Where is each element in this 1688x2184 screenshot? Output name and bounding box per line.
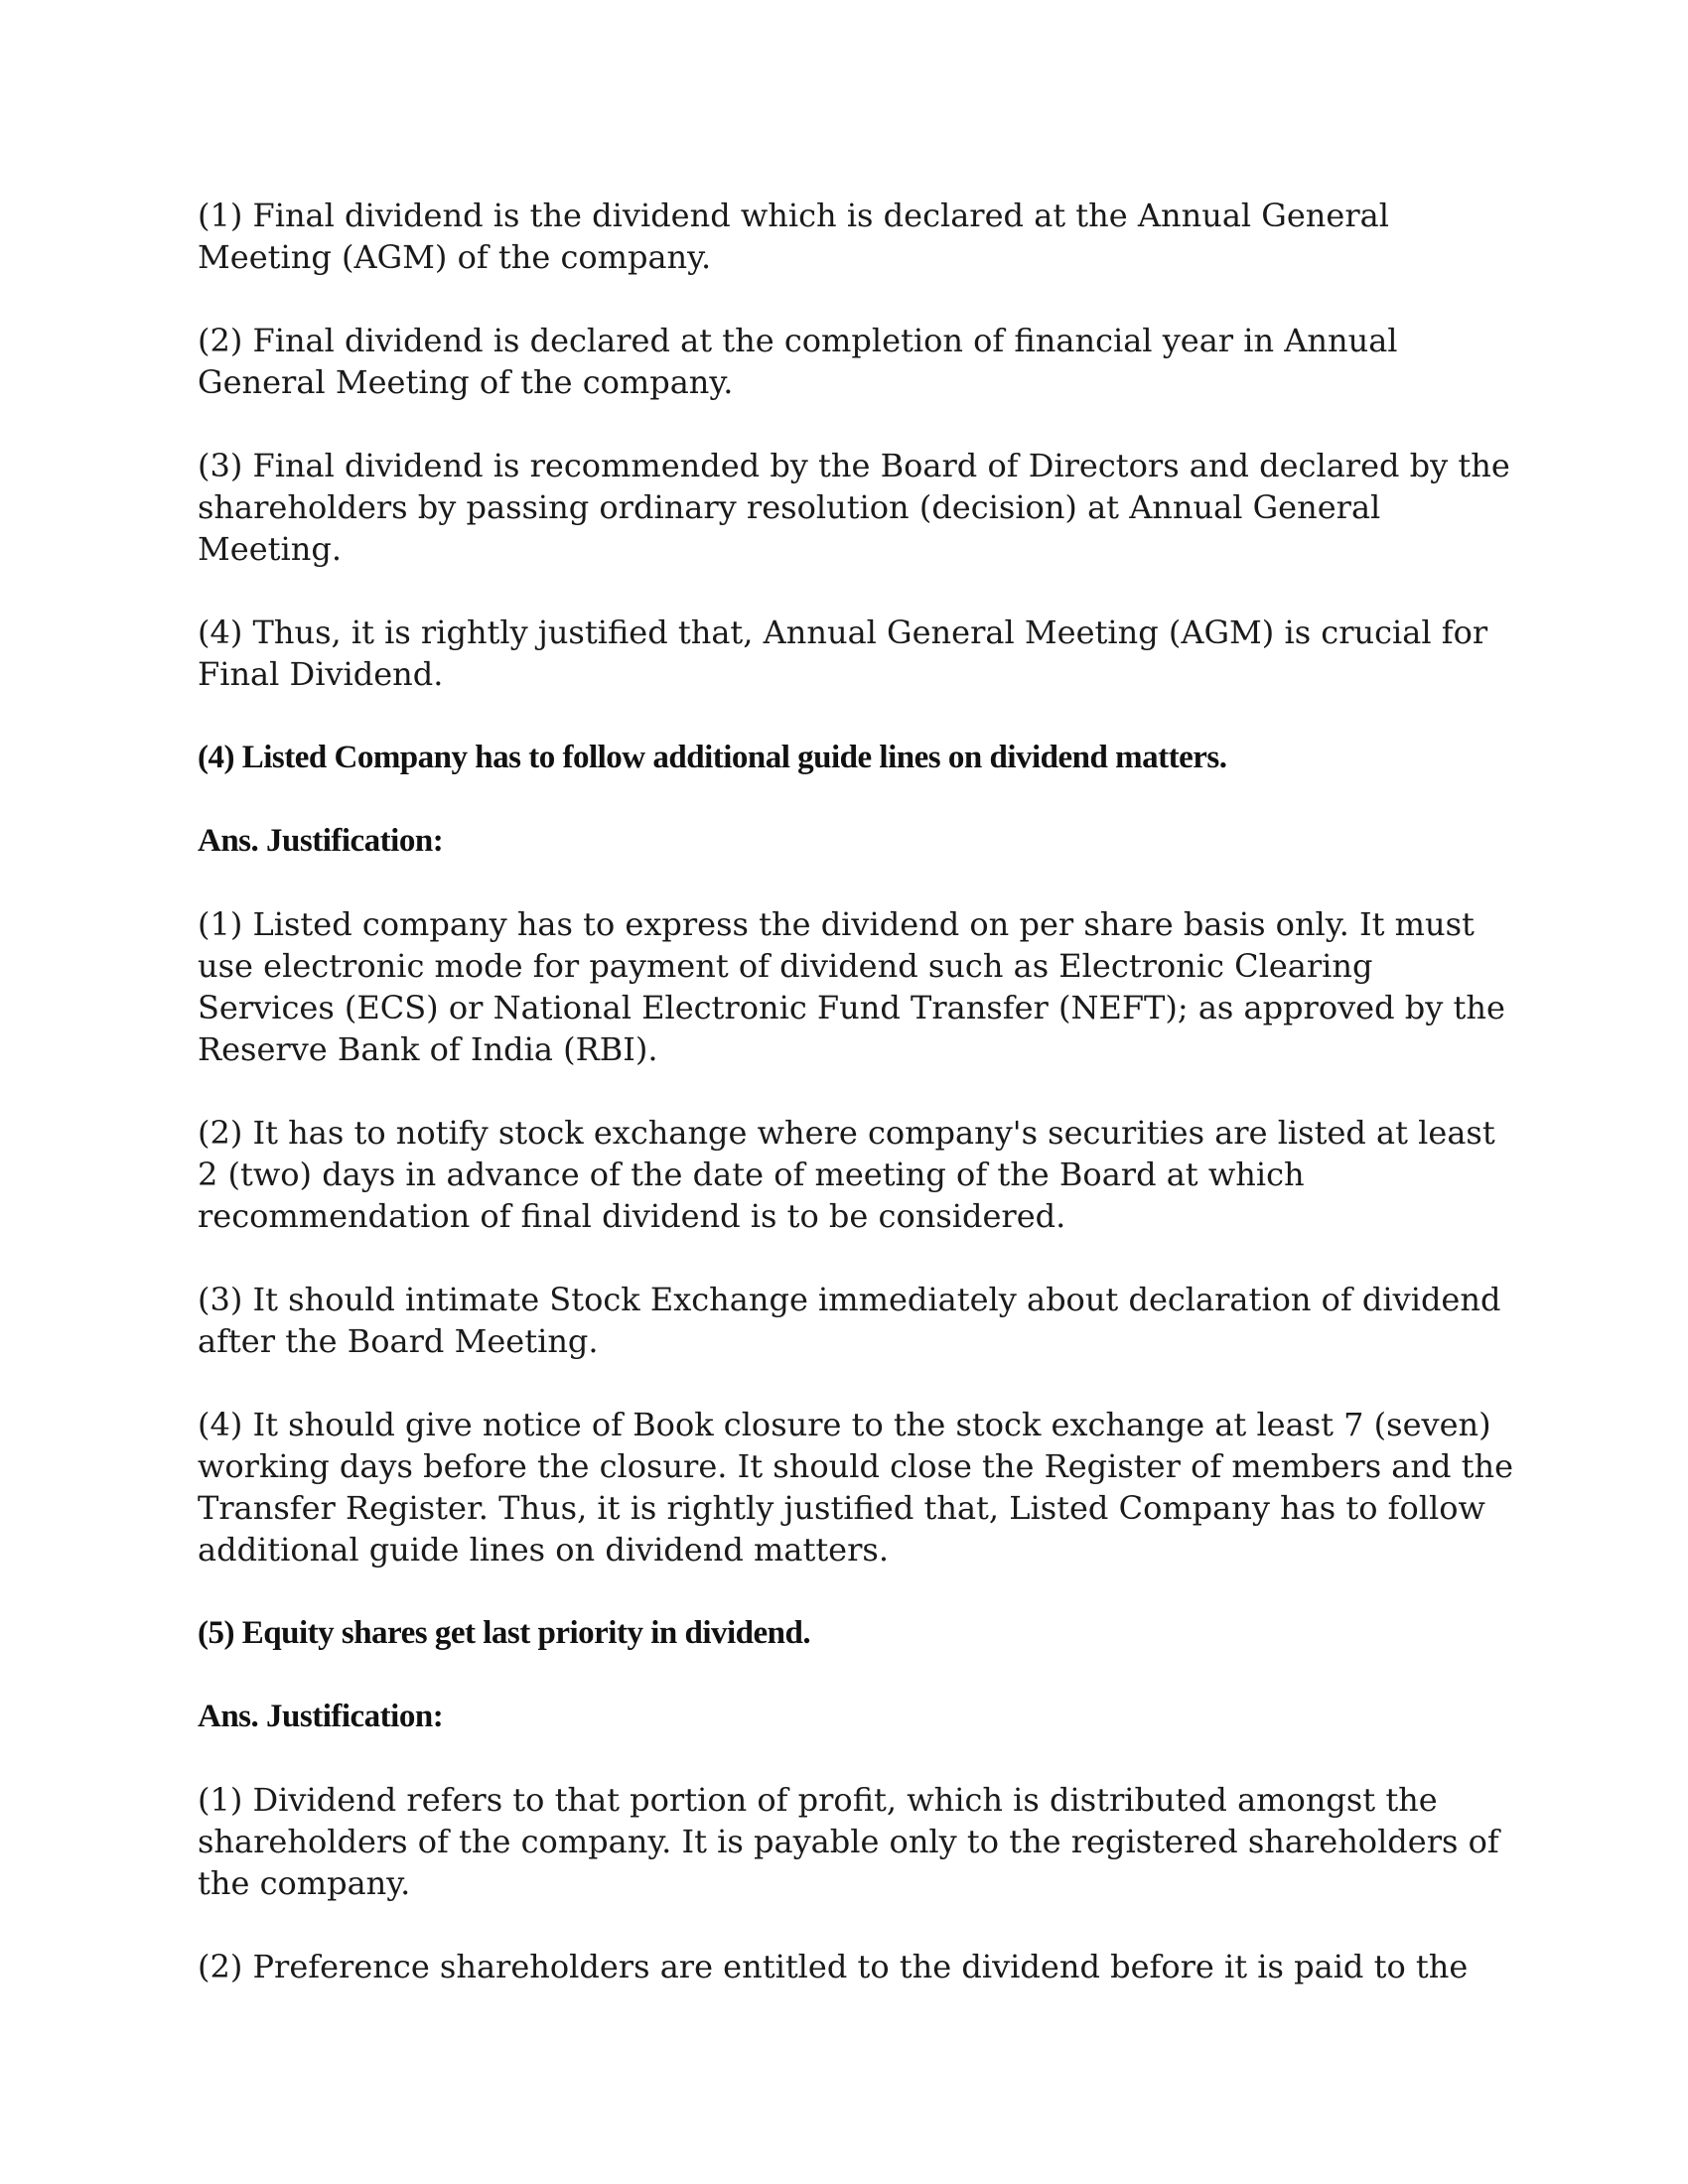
intro-paragraph-1: (1) Final dividend is the dividend which is declared at the Annual General Meeting (AGM) of the company. — [198, 197, 1389, 276]
intro-section — [198, 195, 1518, 695]
section-4-heading: (4) Listed Company has to follow additional guide lines on dividend matters. — [198, 740, 1227, 775]
section-4-answer-label: Ans. Justification: — [198, 823, 444, 859]
section-equity-shares — [198, 1612, 1518, 1987]
section-listed-company — [198, 737, 1518, 1570]
section-4-paragraph-3: (3) It should intimate Stock Exchange immediately about declaration of dividend after the Board Meeting. — [198, 1281, 1501, 1360]
section-5-paragraph-1: (1) Dividend refers to that portion of profit, which is distributed amongst the shareholders of the company. It is payable only to the registered shareholders of the company. — [198, 1781, 1499, 1902]
section-4-paragraph-1: (1) Listed company has to express the dividend on per share basis only. It must use electronic mode for payment of dividend such as Electronic Clearing Services (ECS) or National Electronic Fund Transfer (NEFT); as approved by the Reserve Bank of India (RBI). — [198, 905, 1505, 1068]
section-5-paragraph-2: (2) Preference shareholders are entitled to the dividend before it is paid to the — [198, 1948, 1469, 1985]
section-5-heading: (5) Equity shares get last priority in dividend. — [198, 1615, 811, 1651]
intro-paragraph-3: (3) Final dividend is recommended by the Board of Directors and declared by the shareholders by passing ordinary resolution (decision) at Annual General Meeting. — [198, 447, 1510, 568]
intro-paragraph-4: (4) Thus, it is rightly justified that, Annual General Meeting (AGM) is crucial for Final Dividend. — [198, 614, 1488, 693]
section-4-paragraph-4: (4) It should give notice of Book closure to the stock exchange at least 7 (seven) working days before the closure. It should close the Register of members and the Transfer Register. Thus, it is rightly justified that, Listed Company has to follow additional guide lines on dividend matters. — [198, 1406, 1514, 1569]
document-page — [198, 195, 1518, 2029]
intro-paragraph-2: (2) Final dividend is declared at the completion of financial year in Annual General Meeting of the company. — [198, 322, 1398, 401]
section-4-paragraph-2: (2) It has to notify stock exchange where company's securities are listed at least 2 (two) days in advance of the date of meeting of the Board at which recommendation of final dividend is to be considered. — [198, 1114, 1495, 1235]
section-5-answer-label: Ans. Justification: — [198, 1699, 444, 1734]
